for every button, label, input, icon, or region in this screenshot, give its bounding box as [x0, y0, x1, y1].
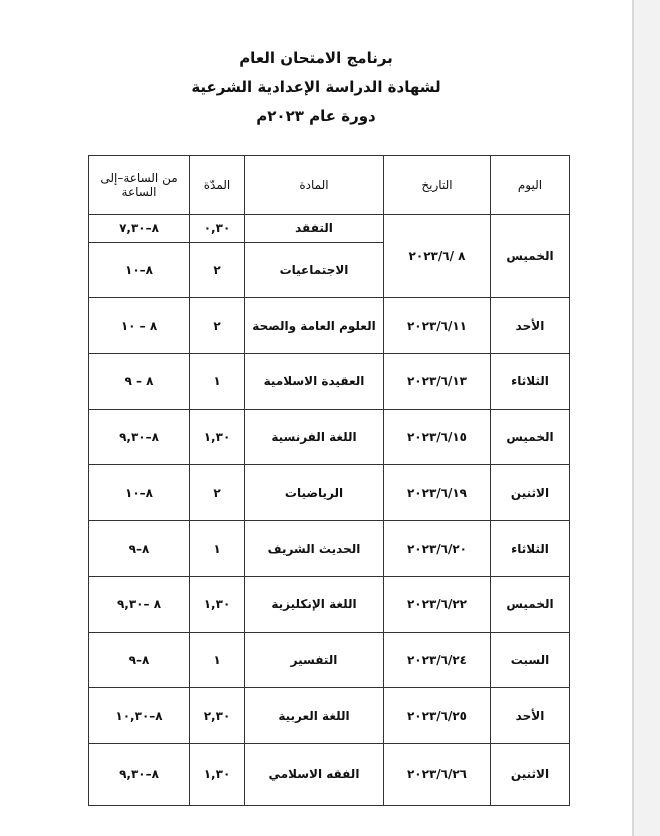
day-cell: الخميس	[491, 576, 570, 632]
date-cell: ٢٠٢٣/٦/٢٦	[384, 743, 491, 805]
subject-cell: اللغة الفرنسية	[245, 409, 384, 465]
table-row	[89, 354, 570, 410]
column-header-duration: المدّة	[190, 156, 245, 215]
day-cell: الاثنين	[491, 465, 570, 521]
subject-cell: الفقه الاسلامي	[245, 743, 384, 805]
time-cell: ٨ – ١٠	[89, 298, 190, 354]
date-cell: ٢٠٢٣/٦/٢٢	[384, 576, 491, 632]
header-subtitle: لشهادة الدراسة الإعدادية الشرعية	[191, 78, 441, 96]
date-cell: ٢٠٢٣/٦/٢٤	[384, 632, 491, 688]
duration-cell: ١,٣٠	[190, 409, 245, 465]
time-cell: ٨ –٩,٣٠	[89, 576, 190, 632]
date-cell: ٢٠٢٣/٦/١١	[384, 298, 491, 354]
header-title: برنامج الامتحان العام	[239, 49, 393, 67]
subject-cell: التفقد	[245, 214, 384, 242]
date-cell: ٨ /٢٠٢٣/٦	[384, 214, 491, 298]
time-cell: ٨–٩	[89, 521, 190, 577]
table-row	[89, 409, 570, 465]
table-row	[89, 576, 570, 632]
date-cell: ٢٠٢٣/٦/٢٥	[384, 688, 491, 744]
duration-cell: ١	[190, 521, 245, 577]
time-cell: ٨–٩,٣٠	[89, 743, 190, 805]
column-header-date: التاريخ	[384, 156, 491, 215]
table-row	[89, 298, 570, 354]
time-cell: ٨–٧,٣٠	[89, 214, 190, 242]
day-cell: الأحد	[491, 688, 570, 744]
duration-cell: ٠,٣٠	[190, 214, 245, 242]
duration-cell: ٢	[190, 298, 245, 354]
duration-cell: ٢	[190, 242, 245, 298]
subject-cell: اللغة العربية	[245, 688, 384, 744]
duration-cell: ١	[190, 632, 245, 688]
date-cell: ٢٠٢٣/٦/١٥	[384, 409, 491, 465]
duration-cell: ١,٣٠	[190, 743, 245, 805]
subject-cell: العلوم العامة والصحة	[245, 298, 384, 354]
time-cell: ٨–١٠	[89, 242, 190, 298]
day-cell: الثلاثاء	[491, 354, 570, 410]
day-cell: الخميس	[491, 214, 570, 298]
time-cell: ٨–١٠	[89, 465, 190, 521]
column-header-day: اليوم	[491, 156, 570, 215]
table-row	[89, 632, 570, 688]
table-row	[89, 465, 570, 521]
document-header	[0, 44, 632, 131]
subject-cell: اللغة الإنكليزية	[245, 576, 384, 632]
table-row	[89, 743, 570, 805]
day-cell: الأحد	[491, 298, 570, 354]
day-cell: الخميس	[491, 409, 570, 465]
column-header-time: من الساعة–إلى الساعة	[89, 156, 190, 215]
duration-cell: ١,٣٠	[190, 576, 245, 632]
header-session: دورة عام ٢٠٢٣م	[256, 107, 376, 125]
subject-cell: الرياضيات	[245, 465, 384, 521]
date-cell: ٢٠٢٣/٦/٢٠	[384, 521, 491, 577]
subject-cell: العقيدة الاسلامية	[245, 354, 384, 410]
day-cell: الاثنين	[491, 743, 570, 805]
time-cell: ٨–١٠,٣٠	[89, 688, 190, 744]
date-cell: ٢٠٢٣/٦/١٣	[384, 354, 491, 410]
exam-schedule-table	[88, 155, 570, 806]
date-cell: ٢٠٢٣/٦/١٩	[384, 465, 491, 521]
time-cell: ٨–٩,٣٠	[89, 409, 190, 465]
time-cell: ٨ – ٩	[89, 354, 190, 410]
day-cell: السبت	[491, 632, 570, 688]
duration-cell: ٢	[190, 465, 245, 521]
subject-cell: الحديث الشريف	[245, 521, 384, 577]
subject-cell: الاجتماعيات	[245, 242, 384, 298]
duration-cell: ١	[190, 354, 245, 410]
table-row	[89, 214, 570, 242]
table-row	[89, 688, 570, 744]
duration-cell: ٢,٣٠	[190, 688, 245, 744]
day-cell: الثلاثاء	[491, 521, 570, 577]
table-header-row	[89, 156, 570, 215]
subject-cell: التفسير	[245, 632, 384, 688]
column-header-subject: المادة	[245, 156, 384, 215]
table-row	[89, 521, 570, 577]
time-cell: ٨–٩	[89, 632, 190, 688]
